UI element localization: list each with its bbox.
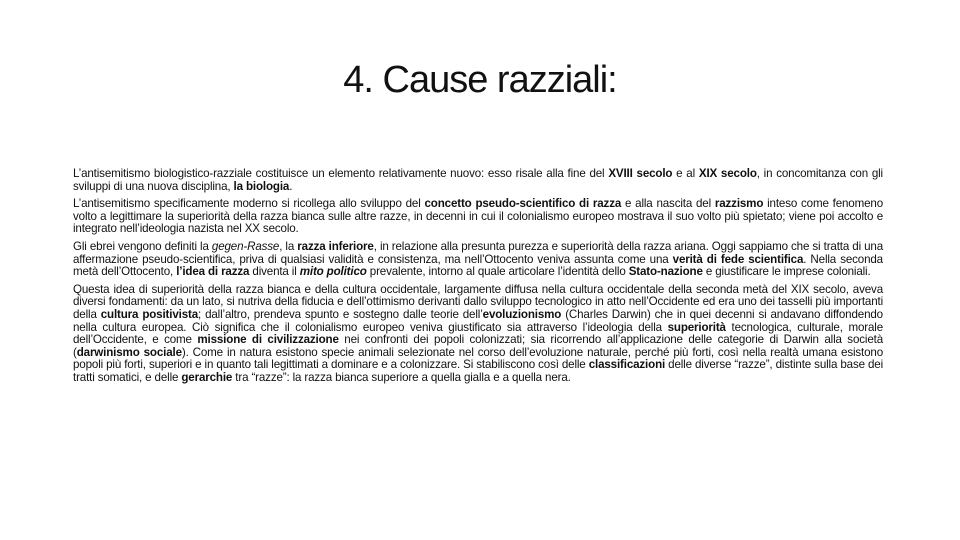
emphasis-text: mito politico: [299, 265, 367, 279]
emphasis-text: la biologia: [233, 179, 290, 193]
slide-body: [73, 168, 883, 390]
emphasis-text: superiorità: [667, 320, 726, 334]
paragraph-2: L’antisemitismo specificamente moderno si ricollega allo sviluppo del concetto pseudo-scientifico di razza e alla nascita del razzismo inteso come fenomeno volto a legittimare la superiorità della razza bianca sulle altre razze, in decenni in cui il colonialismo europeo mostrava il suo volto più spietato; viene poi accolto e integrato nell’ideologia nazista nel XX secolo.: [73, 197, 883, 236]
emphasis-text: XVIII secolo: [608, 167, 673, 180]
emphasis-text: darwinismo sociale: [76, 345, 182, 359]
emphasis-text: evoluzionismo: [482, 307, 562, 321]
emphasis-text: razzismo: [714, 197, 764, 211]
slide-title: 4. Cause razziali:: [343, 59, 617, 101]
paragraph-3: Gli ebrei vengono definiti la gegen-Rasse, la razza inferiore, in relazione alla presunta purezza e superiorità della razza ariana. Oggi sappiamo che si tratta di una affermazione pseudo-scientifica, priva di qualsiasi validità e consistenza, ma nell’Ottocento veniva assunta come una verità di fede scientifica. Nella seconda metà dell’Ottocento, l’idea di razza diventa il mito politico prevalente, intorno al quale articolare l’identità dello Stato-nazione e giustificare le imprese coloniali.: [73, 239, 884, 279]
emphasis-text: cultura positivista: [100, 307, 199, 321]
emphasis-text: l’idea di razza: [176, 265, 250, 279]
paragraph-1: L’antisemitismo biologistico-razziale costituisce un elemento relativamente nuovo: esso risale alla fine del XVIII secolo e al XIX secolo, in concomitanza con gli sviluppi di una nuova disciplina, la biologia.: [73, 167, 883, 193]
emphasis-text: gerarchie: [181, 370, 233, 384]
paragraph-4: Questa idea di superiorità della razza bianca e della cultura occidentale, largamente diffusa nella cultura occidentale della seconda metà del XIX secolo, aveva diversi fondamenti: da un lato, si nutriva della fiducia e dell’ottimismo derivanti dallo sviluppo tecnologico in atto nell’Occidente ed era uno dei tasselli più importanti della cultura positivista; dall’altro, prendeva spunto e sostegno dalle teorie dell’evoluzionismo (Charles Darwin) che in quei decenni si andavano diffondendo nella cultura europea. Ciò significa che il colonialismo europeo veniva giustificato sia attraverso l’ideologia della superiorità tecnologica, culturale, morale dell’Occidente, e come missione di civilizzazione nei confronti dei popoli colonizzati; sia ricorrendo all’applicazione delle categorie di Darwin alla società (darwinismo sociale). Come in natura esistono specie animali selezionate nel corso dell’evoluzione naturale, perché più forti, così nella realtà umana esistono popoli più forti, superiori e in quanto tali legittimati a dominare e a colonizzare. Si stabiliscono così delle classificazioni delle diverse “razze”, distinte sulla base dei tratti somatici, e delle gerarchie tra “razze”: la razza bianca superiore a quella gialla e a quella nera.: [73, 282, 884, 384]
emphasis-text: verità di fede scientifica: [672, 252, 804, 266]
emphasis-text: missione di civilizzazione: [197, 333, 339, 347]
emphasis-text: razza inferiore: [297, 239, 374, 253]
emphasis-text: Stato-nazione: [628, 265, 703, 279]
emphasis-text: classificazioni: [588, 358, 666, 372]
emphasis-text: gegen-Rasse: [211, 239, 280, 253]
emphasis-text: XIX secolo: [698, 167, 757, 180]
emphasis-text: concetto pseudo-scientifico di razza: [424, 197, 622, 211]
